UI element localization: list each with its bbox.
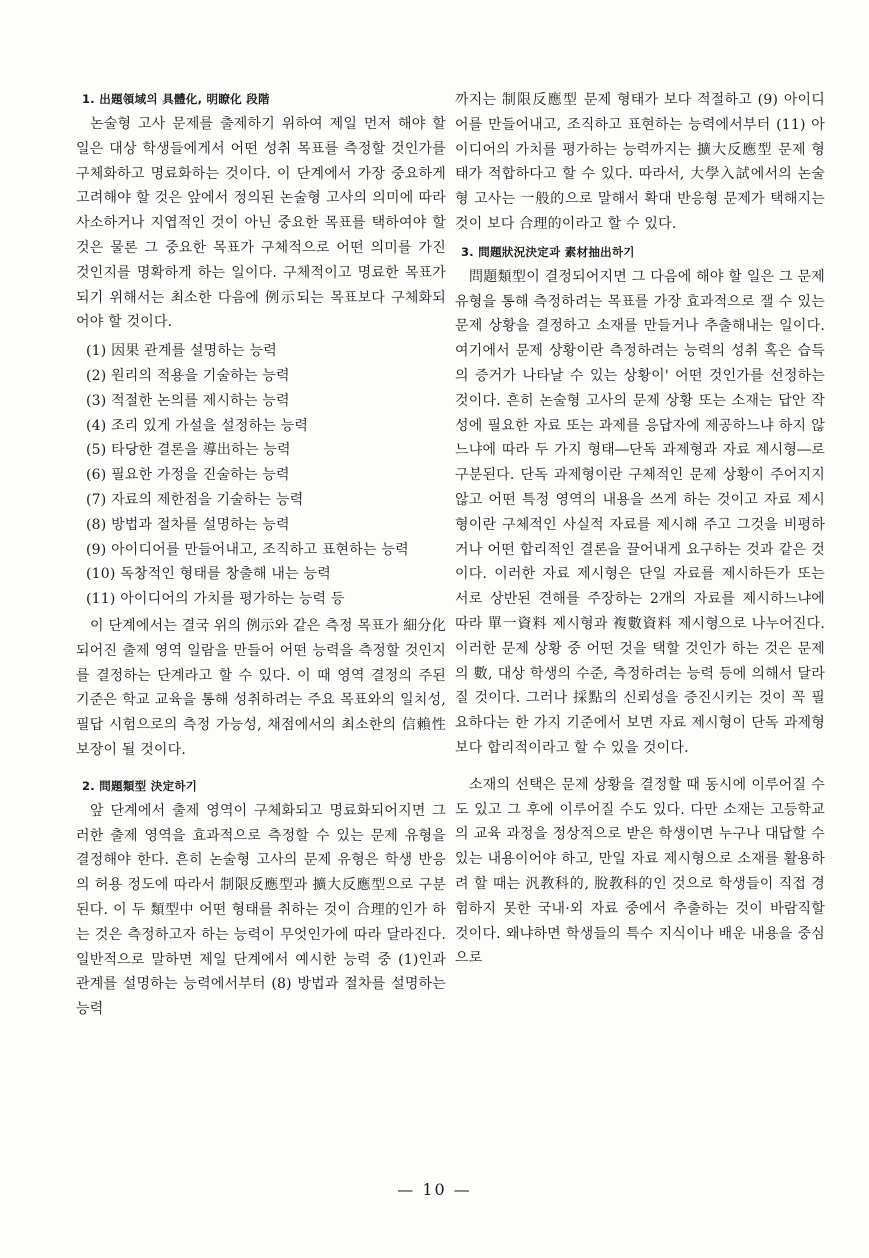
list-item: (11) 아이디어의 가치를 평가하는 능력 등 <box>86 591 345 608</box>
list-item: (9) 아이디어를 만들어내고, 조직하고 표현하는 능력 <box>86 541 409 558</box>
section-3-paragraph-2: 소재의 선택은 문제 상황을 결정할 때 동시에 이루어질 수도 있고 그 후에 이루어질 수도 있다. 다만 소재는 고등학교의 교육 과정을 정상적으로 받은 학생이면 누구나 대답할 수 있는 내용이어야 하고, 만일 자료 제시형으로 소재를 활용하려 할 때는 汎教科的, 脫教科的인 것으로 학생들이 직접 경험하지 못한 국내·외 자료 중에서 추출하는 것이 바람직할 것이다. 왜냐하면 학생들의 특수 지식이나 배운 내용을 중심으로 <box>455 776 825 967</box>
section-3-paragraph-1: 問題類型이 결정되어지면 그 다음에 해야 할 일은 그 문제 유형을 통해 측정하려는 목표를 가장 효과적으로 잴 수 있는 문제 상황을 결정하고 소재를 만들거나 추출해내는 일이다. 여기에서 문제 상황이란 측정하려는 능력의 성취 혹은 습득의 증거가 나타날 수 있는 상황이' 어떤 것인가를 선정하는 것이다. 흔히 논술형 고사의 문제 상황 또는 소재는 답안 작성에 필요한 자료 또는 과제를 응답자에 제공하느냐 하지 않느냐에 따라 두 가지 형태―단독 과제형과 자료 제시형―로 구분된다. 단독 과제형이란 구체적인 문제 상황이 주어지지 않고 어떤 특정 영역의 내용을 쓰게 하는 것이고 자료 제시형이란 구체적인 사실적 자료를 제시해 주고 그것을 비평하거나 어떤 합리적인 결론을 끌어내게 요구하는 것과 같은 것이다. 이러한 자료 제시형은 단일 자료를 제시하든가 또는 서로 상반된 견해를 주장하는 2개의 자료를 제시하느냐에 따라 單一資料 제시형과 複數資料 제시형으로 나누어진다. 이러한 문제 상황 중 어떤 것을 택할 것인가 하는 것은 문제의 數, 대상 학생의 수준, 측정하려는 능력 등에 의해서 달라질 것이다. 그러나 採點의 신뢰성을 증진시키는 것이 꼭 필요하다는 한 가지 기준에서 보면 자료 제시형이 단독 과제형보다 합리적이라고 할 수 있을 것이다. <box>455 268 825 756</box>
section-1-paragraph-1: 논술형 고사 문제를 출제하기 위하여 제일 먼저 해야 할 일은 대상 학생들에게서 어떤 성취 목표를 측정할 것인가를 구체화하고 명료화하는 것이다. 이 단계에서 가장 중요하게 고려해야 할 것은 앞에서 정의된 논술형 고사의 의미에 따라 사소하거나 지엽적인 것이 아닌 중요한 목표를 택하여야 할 것은 물론 그 중요한 목표가 구체적으로 어떤 의미를 가진 것인지를 명확하게 하는 일이다. 구체적이고 명료한 목표가 되기 위해서는 최소한 다음에 例示되는 목표보다 구체화되어야 할 것이다. <box>76 116 446 331</box>
section-2-paragraph-1: 앞 단계에서 출제 영역이 구체화되고 명료화되어지면 그러한 출제 영역을 효과적으로 측정할 수 있는 문제 유형을 결정해야 한다. 흔히 논술형 고사의 문제 유형은 학생 반응의 허용 정도에 따라서 制限反應型과 擴大反應型으로 구분된다. 이 두 類型中 어떤 형태를 취하는 것이 合理的인가 하는 것은 측정하고자 하는 능력이 무엇인가에 따라 달라진다. 일반적으로 말하면 제일 단계에서 예시한 능력 중 (1)인과 관계를 설명하는 능력에서부터 (8) 방법과 절차를 설명하는 능력 <box>76 802 446 1018</box>
list-item: (6) 필요한 가정을 진술하는 능력 <box>86 467 290 484</box>
list-item: (8) 방법과 절차를 설명하는 능력 <box>86 516 290 533</box>
list-item: (10) 독창적인 형태를 창출해 내는 능력 <box>86 566 331 583</box>
list-item: (3) 적절한 논의를 제시하는 능력 <box>86 392 290 409</box>
section-1-heading: 1. 出題領域의 具體化, 明瞭化 段階 <box>82 92 270 106</box>
list-item: (1) 因果 관계를 설명하는 능력 <box>86 343 277 360</box>
list-item: (5) 타당한 결론을 導出하는 능력 <box>86 442 291 459</box>
ability-list <box>76 339 446 612</box>
section-3-heading: 3. 問題狀況決定과 素材抽出하기 <box>461 244 635 259</box>
left-column <box>76 88 446 1022</box>
section-2-heading: 2. 問題類型 決定하기 <box>82 778 198 793</box>
page-number: — 10 — <box>397 1180 472 1199</box>
right-column <box>455 88 825 971</box>
section-2-continuation: 까지는 制限反應型 문제 형태가 보다 적절하고 (9) 아이디어를 만들어내고, 조직하고 표현하는 능력에서부터 (11) 아이디어의 가치를 평가하는 능력까지는 擴大反應型 문제 형태가 적합하다고 할 수 있다. 따라서, 大學入試에서의 논술형 고사는 一般的으로 말해서 확대 반응형 문제가 택해지는 것이 보다 合理的이라고 할 수 있다. <box>455 92 825 232</box>
section-1-paragraph-2: 이 단계에서는 결국 위의 例示와 같은 측정 목표가 細分化되어진 출제 영역 일람을 만들어 어떤 능력을 측정할 것인지를 결정하는 단계라고 할 수 있다. 이 때 영역 결정의 주된 기준은 학교 교육을 통해 성취하려는 주요 목표와의 일치성, 필답 시험으로의 측정 가능성, 채점에서의 최소한의 信賴性 보장이 될 것이다. <box>76 617 446 758</box>
list-item: (7) 자료의 제한점을 기술하는 능력 <box>86 491 304 508</box>
list-item: (4) 조리 있게 가설을 설정하는 능력 <box>86 417 309 434</box>
list-item: (2) 원리의 적용을 기술하는 능력 <box>86 367 290 384</box>
